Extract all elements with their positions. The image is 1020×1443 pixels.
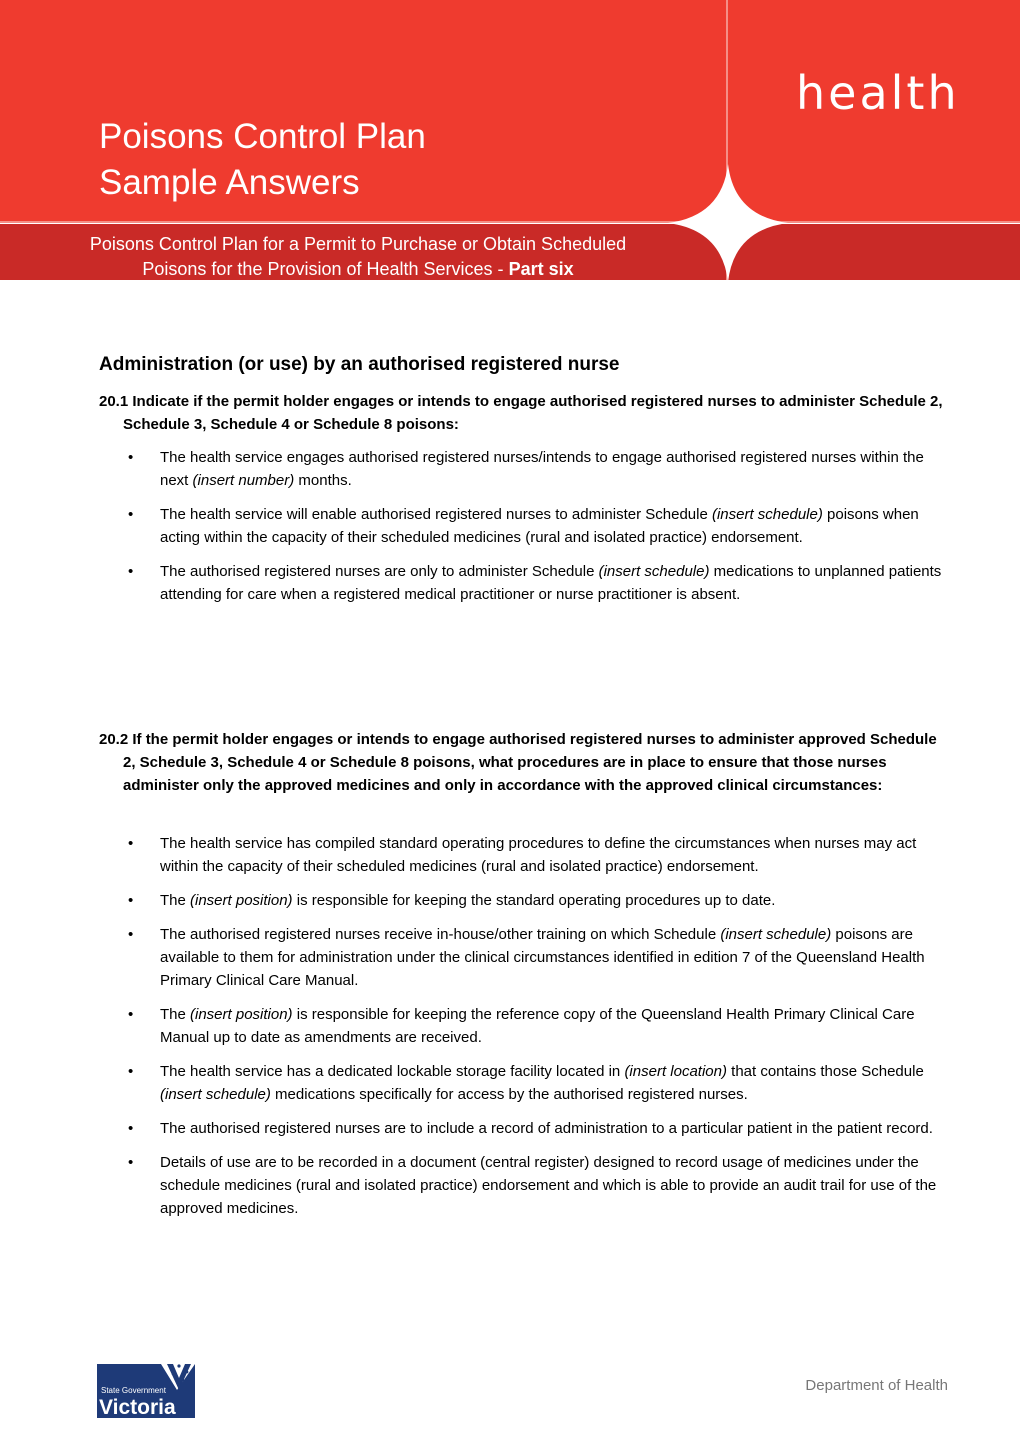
list-item (128, 832, 950, 878)
item-text: is responsible for keeping the reference copy of the Queensland Health Primary Clinical Care Manual up to date as amendments are received. (160, 1006, 915, 1046)
item-placeholder: (insert schedule) (720, 926, 832, 943)
list-item (128, 503, 950, 549)
item-placeholder: (insert schedule) (711, 506, 823, 523)
bullet-icon: • (128, 1006, 134, 1023)
list-item (128, 560, 950, 606)
q1-answer-list (128, 446, 950, 617)
item-placeholder: (insert position) (190, 892, 293, 909)
q2-answer-list (128, 832, 950, 1231)
item-placeholder: (insert location) (624, 1063, 727, 1080)
footer-department: Department of Health (805, 1377, 948, 1394)
bullet-icon: • (128, 563, 134, 580)
item-text: The authorised registered nurses are only to administer Schedule (160, 563, 599, 580)
item-text: The health service engages authorised registered nurses/intends to engage authorised registered nurses within the next (160, 449, 924, 489)
bullet-icon: • (128, 449, 134, 466)
page-subtitle (20, 232, 696, 282)
list-item (128, 1151, 950, 1220)
question-20-2: 20.2 If the permit holder engages or intends to engage authorised registered nurses to administer approved Schedule 2, Schedule 3, Schedule 4 or Schedule 8 poisons, what procedures are in place to ensure that those nurses administer only the approved medicines and only in accordance with the approved clinical circumstances: (99, 731, 937, 794)
item-text: medications specifically for access by the authorised registered nurses. (270, 1086, 748, 1103)
item-text: is responsible for keeping the standard operating procedures up to date. (292, 892, 776, 909)
header-banner (0, 0, 1020, 280)
banner-divider (0, 221, 1020, 223)
section-heading: Administration (or use) by an authorised registered nurse (99, 354, 620, 375)
list-item (128, 1060, 950, 1106)
logo-text-state-government: State Government (101, 1386, 166, 1395)
list-item (128, 1003, 950, 1049)
bullet-icon: • (128, 1154, 134, 1171)
item-text: The (160, 1006, 191, 1023)
title-line-1: Poisons Control Plan (99, 117, 426, 156)
item-placeholder: (insert schedule) (160, 1086, 271, 1103)
item-text: months. (294, 472, 352, 489)
item-text: The health service will enable authorised registered nurses to administer Schedule (160, 506, 712, 523)
item-text: medications to unplanned patients attending for care when a registered medical practitioner or nurse practitioner is absent. (160, 563, 942, 603)
list-item (128, 446, 950, 492)
bullet-icon: • (128, 1120, 134, 1137)
health-brand-wordmark: health (796, 66, 960, 120)
bullet-icon: • (128, 892, 134, 909)
item-text: poisons are available to them for administration under the clinical circumstances identified in edition 7 of the Queensland Health Primary Clinical Care Manual. (160, 926, 925, 989)
bullet-icon: • (128, 506, 134, 523)
bullet-icon: • (128, 835, 134, 852)
list-item (128, 923, 950, 992)
title-line-2: Sample Answers (99, 163, 360, 202)
item-text: poisons when acting within the capacity of their scheduled medicines (rural and isolated practice) endorsement. (160, 506, 919, 546)
item-text: The health service has compiled standard operating procedures to define the circumstances when nurses may act within the capacity of their scheduled medicines (rural and isolated practice) endorsement. (160, 835, 917, 875)
subtitle-part-label: Part six (508, 259, 574, 279)
logo-text-victoria: Victoria (99, 1396, 176, 1418)
subtitle-line-2 (20, 257, 696, 282)
bullet-icon: • (128, 1063, 134, 1080)
page-title (99, 114, 659, 206)
item-placeholder: (insert position) (190, 1006, 293, 1023)
item-text: that contains those Schedule (726, 1063, 924, 1080)
item-placeholder: (insert schedule) (598, 563, 710, 580)
item-text: The authorised registered nurses receive in-house/other training on which Schedule (160, 926, 721, 943)
subtitle-line-1: Poisons Control Plan for a Permit to Purchase or Obtain Scheduled (89, 234, 627, 254)
list-item (128, 1117, 950, 1140)
item-text: The authorised registered nurses are to include a record of administration to a particular patient in the patient record. (160, 1120, 933, 1137)
item-text: The (160, 892, 191, 909)
bullet-icon: • (128, 926, 134, 943)
subtitle-line-2-text: Poisons for the Provision of Health Services - (142, 259, 509, 279)
item-text: The health service has a dedicated lockable storage facility located in (160, 1063, 625, 1080)
victoria-government-logo (97, 1360, 195, 1418)
question-20-1: 20.1 Indicate if the permit holder engages or intends to engage authorised registered nurses to administer Schedule 2, Schedule 3, Schedule 4 or Schedule 8 poisons: (99, 393, 943, 433)
list-item (128, 889, 950, 912)
item-placeholder: (insert number) (192, 472, 295, 489)
item-text: Details of use are to be recorded in a document (central register) designed to record usage of medicines under the schedule medicines (rural and isolated practice) endorsement and which is able to provide an audit trail for use of the approved medicines. (160, 1154, 937, 1217)
